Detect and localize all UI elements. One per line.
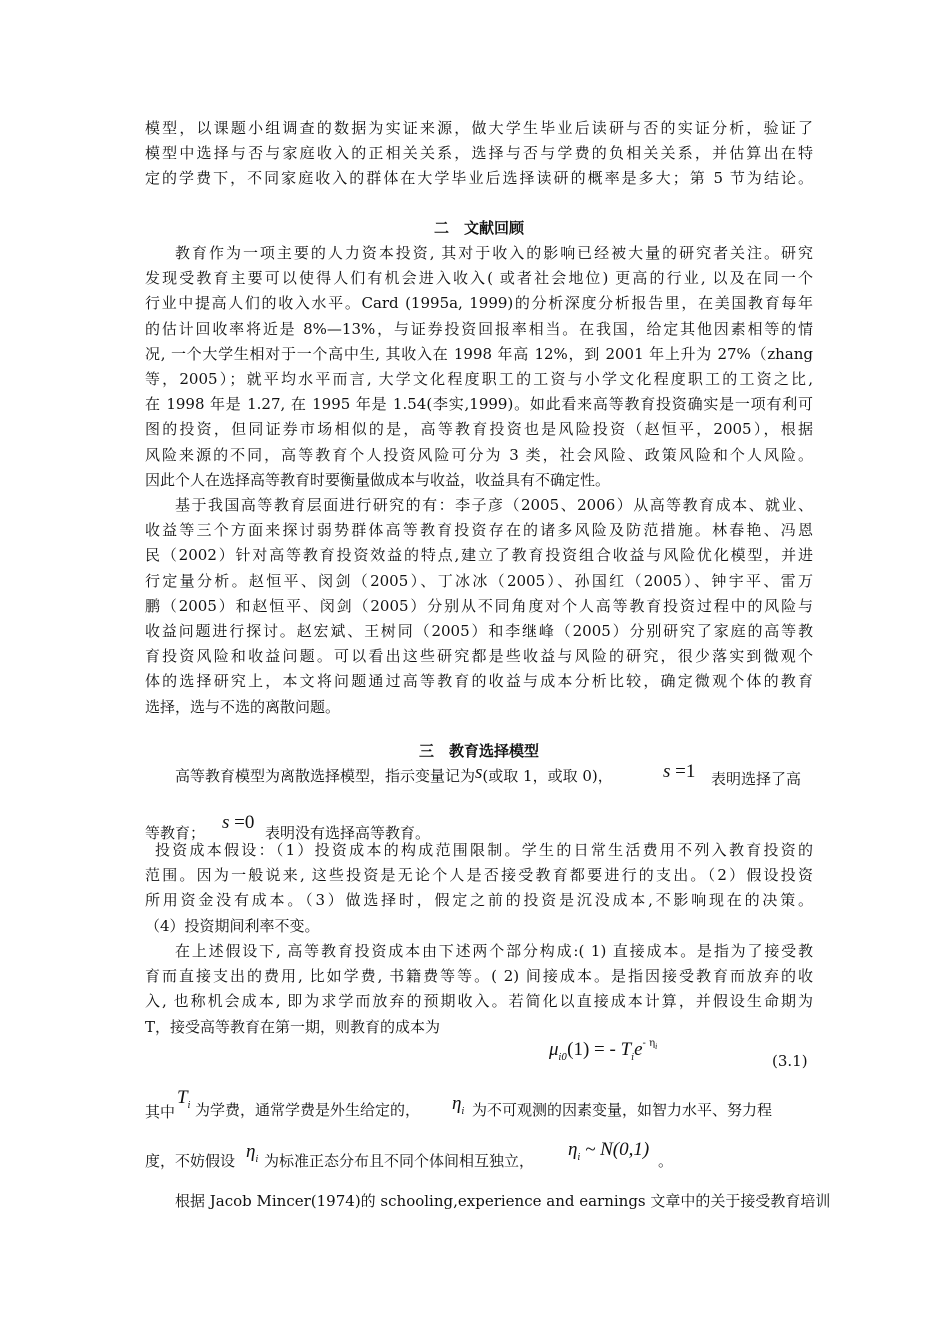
text-line: 况, 一个大学生相对于一个高中生, 其收入在 1998 年高 12%，到 2001 年上升为 27%（zhang <box>145 344 813 363</box>
text-line: 在 1998 年是 1.27, 在 1995 年是 1.54(李实,1999)。如此看来高等教育投资确实是一项有利可 <box>145 395 813 414</box>
text-span: 其中 <box>145 1103 176 1121</box>
text-line: 因此个人在选择高等教育时要衡量做成本与收益，收益具有不确定性。 <box>145 470 611 489</box>
text-line: 模型，以课题小组调查的数据为实证来源，做大学生毕业后读研与否的实证分析，验证了 <box>145 119 813 137</box>
math-equation-s-equals-0: s =0 <box>222 812 255 833</box>
cost-paragraph <box>145 939 813 1040</box>
text-line: 范围。因为一般说来, 这些投资是无论个人是否接受教育都要进行的支出。（2）假设投资 <box>145 866 813 885</box>
text-span: 。 <box>658 1152 674 1170</box>
math-variable-T-i: $T_i$ <box>177 1087 191 1111</box>
text-line: 等，2005）；就平均水平而言, 大学文化程度职工的工资与小学文化程度职工的工资之比, <box>145 369 813 388</box>
literature-paragraph-1 <box>145 241 813 493</box>
text-span: 为不可观测的因素变量，如智力水平、努力程 <box>472 1101 773 1119</box>
text-line: 根据 Jacob Mincer(1974)的 schooling,experience and earnings 文章中的关于接受教育培训 <box>175 1192 831 1210</box>
equation-number: (3.1) <box>772 1052 808 1070</box>
text-line: 投资成本假设：（1）投资成本的构成范围限制。学生的日常生活费用不列入教育投资的 <box>155 841 813 859</box>
text-line: 图的投资，但同证券市场相似的是，高等教育投资也是风险投资（赵恒平，2005），根据 <box>145 420 813 439</box>
math-equation-eta-normal: $\eta_i$ ~ N(0,1) <box>568 1139 650 1163</box>
text-line: 模型中选择与否与家庭收入的正相关关系，选择与否与学费的负相关关系，并估算出在特 <box>145 144 813 163</box>
math-equation-s-equals-1: s =1 <box>663 761 696 782</box>
text-line: 民（2002）针对高等教育投资效益的特点,建立了教育投资组合收益与风险优化模型，并进 <box>145 546 813 565</box>
text-span: 表明没有选择高等教育。 <box>265 824 431 842</box>
text-line: 收益等三个方面来探讨弱势群体高等教育投资存在的诸多风险及防范措施。林春艳、冯恩 <box>145 521 813 540</box>
text-line: 所用资金没有成本。（3）做选择时，假定之前的投资是沉没成本,不影响现在的决策。 <box>145 891 813 910</box>
text-span: 为学费，通常学费是外生给定的， <box>195 1101 421 1119</box>
text-span: 等教育； <box>145 824 206 842</box>
math-variable-s: s <box>475 762 483 783</box>
text-line: 选择，选与不选的离散问题。 <box>145 697 341 716</box>
text-span: 度，不妨假设 <box>145 1152 236 1170</box>
text-line: T，接受高等教育在第一期，则教育的成本为 <box>145 1017 441 1036</box>
text-line: 基于我国高等教育层面进行研究的有：李子彦（2005、2006）从高等教育成本、就业、 <box>175 496 813 514</box>
intro-paragraph <box>145 116 813 192</box>
text-span: 表明选择了高 <box>711 770 802 788</box>
text-line: 的估计回收率将近是 8%—13%，与证券投资回报率相当。在我国，给定其他因素相等的情 <box>145 319 813 338</box>
text-line: 发现受教育主要可以使得人们有机会进入收入( 或者社会地位) 更高的行业, 以及在同一个 <box>145 269 813 288</box>
section-heading-literature-review: 二 文献回顾 <box>433 219 524 237</box>
text-line: 育投资风险和收益问题。可以看出这些研究都是些收益与风险的研究，很少落实到微观个 <box>145 647 813 666</box>
text-line: 行定量分析。赵恒平、闵剑（2005）、丁冰冰（2005）、孙国红（2005）、钟宇平、雷万 <box>145 571 813 590</box>
assumptions-paragraph <box>145 838 813 939</box>
text-line: 风险来源的不同，高等教育个人投资风险可分为 3 类，社会风险、政策风险和个人风险。 <box>145 445 813 464</box>
text-line: 育而直接支出的费用, 比如学费, 书籍费等等。( 2) 间接成本。是指因接受教育而放弃的收 <box>145 967 813 986</box>
text-line: 定的学费下，不同家庭收入的群体在大学毕业后选择读研的概率是多大；第 5 节为结论。 <box>145 169 813 188</box>
text-line: 入, 也称机会成本, 即为求学而放弃的预期收入。若简化以直接成本计算，并假设生命期为 <box>145 992 813 1011</box>
text-span: 高等教育模型为离散选择模型，指示变量记为 <box>175 767 476 785</box>
equation-3-1: $\mu_{i0}(1)$ = - $T_ie^{- \eta i}$ <box>549 1038 658 1063</box>
mincer-paragraph <box>145 1189 831 1214</box>
text-line: 鹏（2005）和赵恒平、闵剑（2005）分别从不同角度对个人高等教育投资过程中的风险与 <box>145 596 813 615</box>
text-line: 体的选择研究上，本文将问题通过高等教育的收益与成本分析比较，确定微观个体的教育 <box>145 672 813 691</box>
model-intro-line <box>175 762 613 787</box>
math-variable-eta-i: $\eta_i$ <box>246 1141 259 1165</box>
text-line: 在上述假设下, 高等教育投资成本由下述两个部分构成:( 1) 直接成本。是指为了接受教 <box>175 942 813 960</box>
text-line: 行业中提高人们的收入水平。Card (1995a, 1999)的分析深度分析报告里，在美国教育每年 <box>145 294 813 313</box>
text-span: (或取 1，或取 0)， <box>482 767 613 785</box>
literature-paragraph-2 <box>145 493 813 720</box>
math-variable-eta-i: $\eta_i$ <box>452 1093 465 1117</box>
text-line: （4）投资期间利率不变。 <box>145 916 320 935</box>
text-span: 为标准正态分布且不同个体间相互独立， <box>264 1152 535 1170</box>
text-line: 收益问题进行探讨。赵宏斌、王树同（2005）和李继峰（2005）分别研究了家庭的高等教 <box>145 621 813 640</box>
section-heading-education-choice-model: 三 教育选择模型 <box>418 742 539 760</box>
text-line: 教育作为一项主要的人力资本投资, 其对于收入的影响已经被大量的研究者关注。研究 <box>175 244 813 262</box>
